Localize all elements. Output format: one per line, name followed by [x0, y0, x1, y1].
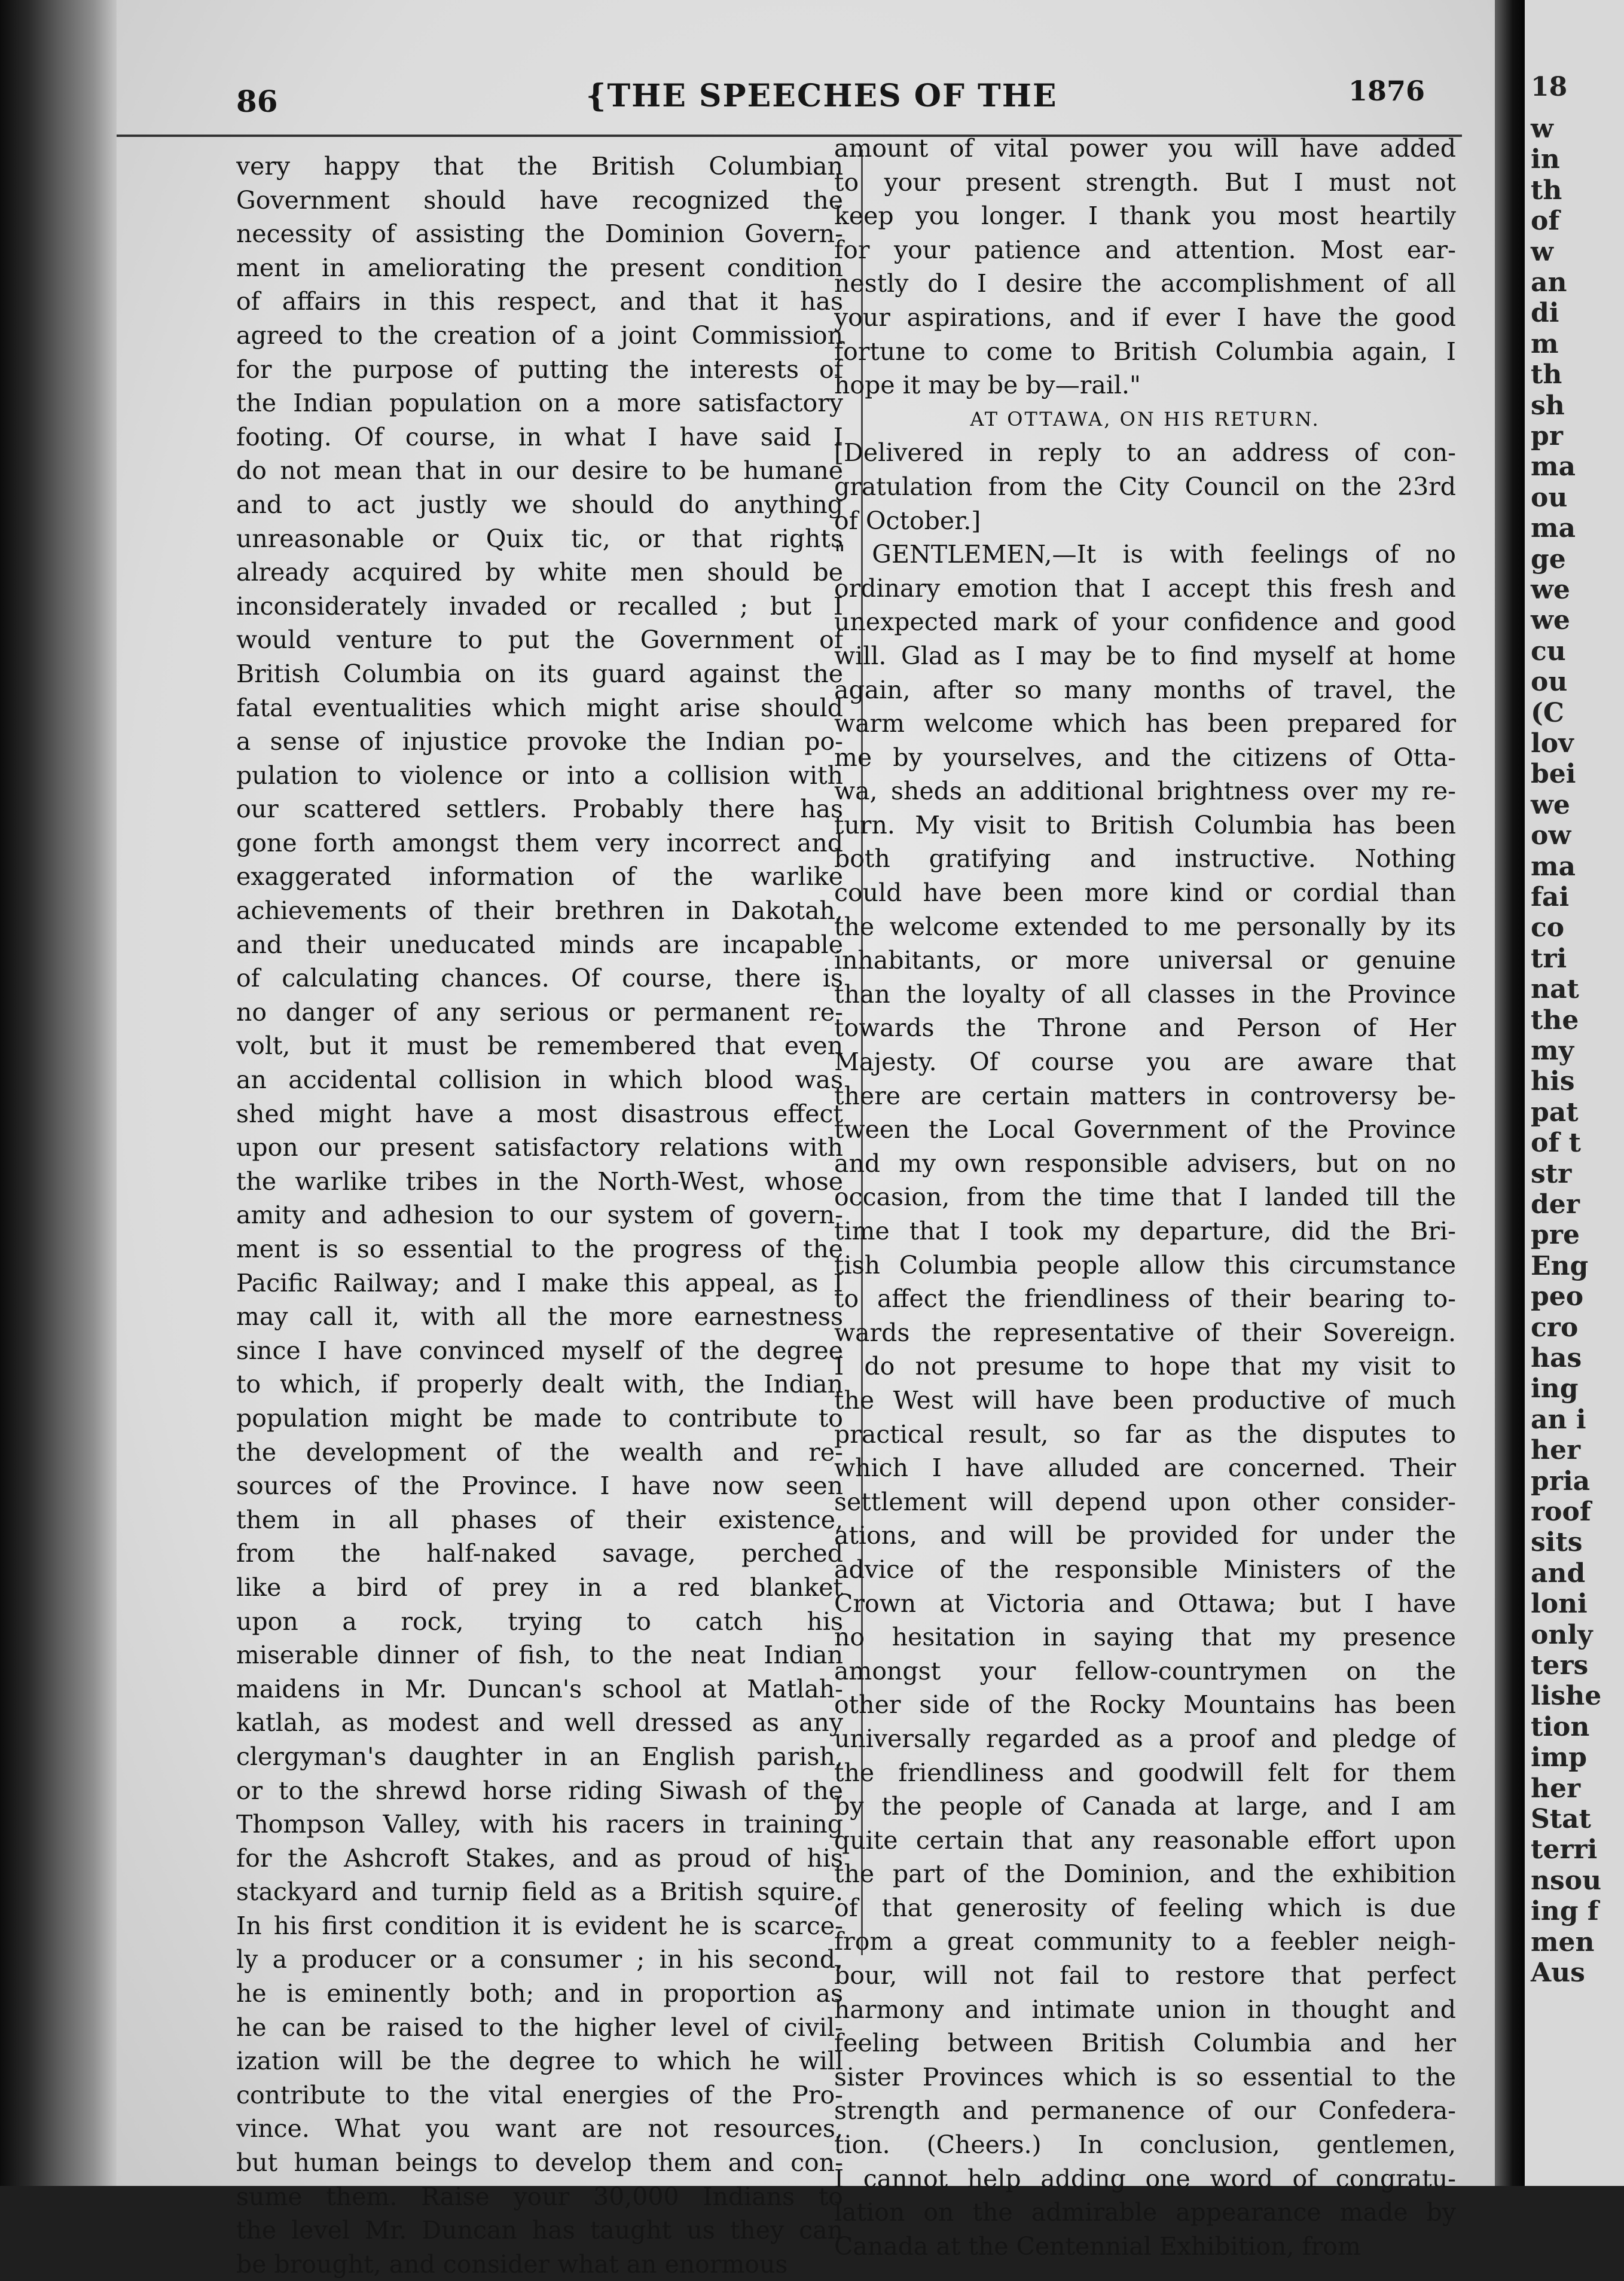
text-line: miserable dinner of fish, to the neat Indian [236, 1641, 843, 1670]
text-line: me by yourselves, and the citizens of Otta- [834, 743, 1456, 772]
text-line: be brought, and consider what an enormous [236, 2249, 788, 2279]
facing-page-fragment: pre [1531, 1220, 1580, 1251]
text-line: I do not presume to hope that my visit to [834, 1352, 1456, 1381]
text-line: gratulation from the City Council on the 23rd [834, 472, 1456, 501]
facing-page-fragment: w [1531, 236, 1553, 267]
facing-page-fragment: sits [1531, 1527, 1583, 1558]
text-line: keep you longer. I thank you most heartily [834, 201, 1456, 231]
text-line: fortune to come to British Columbia again, I [834, 337, 1456, 366]
text-line: but human beings to develop them and con- [236, 2148, 843, 2178]
facing-page-fragment: loni [1531, 1589, 1588, 1620]
text-line: upon a rock, trying to catch his [236, 1607, 843, 1636]
text-line: the warlike tribes in the North-West, whose [236, 1167, 843, 1196]
text-line: no hesitation in saying that my presence [834, 1623, 1456, 1652]
text-line: already acquired by white men should be [236, 558, 843, 587]
text-line: katlah, as modest and well dressed as any [236, 1708, 843, 1738]
text-line: [Delivered in reply to an address of con- [834, 438, 1456, 468]
text-line: the level Mr. Duncan has taught us they can [236, 2216, 843, 2245]
right-text-column [834, 132, 1456, 2263]
text-line: maidens in Mr. Duncan's school at Matlah- [236, 1674, 843, 1703]
text-line: from the half-naked savage, perched [236, 1539, 843, 1568]
text-line: there are certain matters in controversy be- [834, 1081, 1456, 1110]
facing-page-fragment: tri [1531, 943, 1567, 974]
facing-page-fragment: nsou [1531, 1865, 1602, 1896]
facing-page-fragment: an [1531, 267, 1567, 298]
facing-page-fragment: di [1531, 298, 1559, 329]
facing-page-fragment: pr [1531, 421, 1563, 451]
text-line: of affairs in this respect, and that it has [236, 287, 843, 316]
facing-page-fragment: we [1531, 605, 1570, 636]
text-line: do not mean that in our desire to be humane [236, 456, 843, 485]
text-line: shed might have a most disastrous effect [236, 1099, 843, 1128]
text-line: the welcome extended to me personally by its [834, 912, 1456, 941]
facing-page-fragment: cro [1531, 1312, 1579, 1343]
text-line: very happy that the British Columbian [236, 152, 843, 181]
text-line: for the Ashcroft Stakes, and as proud of his [236, 1843, 843, 1873]
facing-page-fragment: fai [1531, 882, 1570, 912]
facing-page-fragment: 18 [1531, 72, 1568, 102]
text-line: our scattered settlers. Probably there has [236, 795, 843, 824]
text-line: inhabitants, or more universal or genuine [834, 946, 1456, 975]
text-line: both gratifying and instructive. Nothing [834, 844, 1456, 874]
facing-page-fragment: peo [1531, 1281, 1584, 1312]
text-line: ly a producer or a consumer ; in his second, [236, 1945, 843, 1974]
text-line: sister Provinces which is so essential to the [834, 2062, 1456, 2091]
text-line: upon our present satisfactory relations with [236, 1133, 843, 1162]
facing-page-fragment: her [1531, 1435, 1581, 1466]
facing-page-fragment: pria [1531, 1465, 1591, 1497]
text-line: unexpected mark of your confidence and good [834, 607, 1456, 637]
text-line: lation on the admirable appearance made by [834, 2198, 1456, 2227]
text-line: tween the Local Government of the Province [834, 1115, 1456, 1144]
facing-page-fragment: pat [1531, 1097, 1579, 1128]
text-line: volt, but it must be remembered that even [236, 1031, 843, 1061]
text-line: In his first condition it is evident he is scarce- [236, 1911, 843, 1940]
facing-page-fragment: sh [1531, 390, 1565, 421]
facing-page-fragment: ing [1531, 1373, 1579, 1404]
text-line: inconsiderately invaded or recalled ; but I [236, 591, 843, 621]
facing-page-fragment: (C [1531, 697, 1564, 728]
text-line: by the people of Canada at large, and I am [834, 1792, 1456, 1821]
text-line: again, after so many months of travel, the [834, 675, 1456, 704]
facing-page-fragment: men [1531, 1926, 1595, 1958]
text-line: would venture to put the Government of [236, 625, 843, 655]
text-line: and their uneducated minds are incapable [236, 930, 843, 959]
facing-page-fragment: only [1531, 1619, 1593, 1650]
facing-page-fragment: his [1531, 1066, 1575, 1097]
text-line: vince. What you want are not resources, [236, 2114, 843, 2143]
facing-page-fragment: th [1531, 175, 1562, 206]
facing-page-fragment: th [1531, 359, 1562, 390]
text-line: tion. (Cheers.) In conclusion, gentlemen, [834, 2130, 1456, 2160]
text-line: of that generosity of feeling which is due [834, 1893, 1456, 1922]
left-text-column [236, 149, 843, 2281]
text-line: turn. My visit to British Columbia has been [834, 810, 1456, 839]
text-line: he is eminently both; and in proportion as [236, 1979, 843, 2008]
running-title: {THE SPEECHES OF THE [586, 78, 1058, 114]
page-number: 86 [236, 84, 278, 119]
text-line: exaggerated information of the warlike [236, 862, 843, 891]
text-line: clergyman's daughter in an English parish, [236, 1742, 843, 1771]
facing-page-fragment: Aus [1531, 1958, 1585, 1988]
facing-page-fragment: an i [1531, 1404, 1586, 1435]
facing-page-fragment: der [1531, 1189, 1580, 1220]
text-line: population might be made to contribute to [236, 1403, 843, 1433]
text-line: them in all phases of their existence, [236, 1505, 843, 1534]
facing-page-edge [1525, 0, 1624, 2186]
text-line: he can be raised to the higher level of civil- [236, 2013, 843, 2042]
text-line: amount of vital power you will have added [834, 134, 1456, 163]
facing-page-fragment: imp [1531, 1742, 1588, 1773]
facing-page-fragment: we [1531, 575, 1570, 605]
text-line: and to act justly we should do anything [236, 490, 843, 519]
text-line: a sense of injustice provoke the Indian po- [236, 727, 843, 756]
text-line: towards the Throne and Person of Her [834, 1013, 1456, 1043]
facing-page-fragment: bei [1531, 759, 1576, 790]
text-line: to your present strength. But I must not [834, 167, 1456, 197]
text-line: unreasonable or Quix tic, or that rights [236, 524, 843, 553]
text-line: ment in ameliorating the present condition [236, 253, 843, 282]
facing-page-fragment: of t [1531, 1128, 1581, 1159]
facing-page-fragment: ow [1531, 820, 1571, 851]
page-gutter [1495, 0, 1525, 2186]
section-heading: AT OTTAWA, ON HIS RETURN. [970, 407, 1320, 430]
text-line: pulation to violence or into a collision with [236, 761, 843, 790]
facing-page-fragment: the [1531, 1004, 1579, 1036]
text-line: ization will be the degree to which he will [236, 2047, 843, 2076]
facing-page-fragment: ma [1531, 451, 1576, 483]
text-line: universally regarded as a proof and pledge of [834, 1724, 1456, 1753]
text-line: hope it may be by—rail." [834, 371, 1141, 400]
text-line: bour, will not fail to restore that perfect [834, 1961, 1456, 1990]
text-line: other side of the Rocky Mountains has been [834, 1690, 1456, 1720]
text-line: harmony and intimate union in thought and [834, 1995, 1456, 2024]
facing-page-fragment: lishe [1531, 1681, 1602, 1712]
text-line: an accidental collision in which blood was [236, 1065, 843, 1095]
text-line: to which, if properly dealt with, the Indian [236, 1370, 843, 1399]
facing-page-fragment: ge [1531, 543, 1566, 575]
text-line: no danger of any serious or permanent re- [236, 997, 843, 1027]
text-line: settlement will depend upon other consider- [834, 1487, 1456, 1516]
facing-page-fragment: Stat [1531, 1804, 1591, 1834]
text-line: time that I took my departure, did the Bri- [834, 1217, 1456, 1245]
text-line: necessity of assisting the Dominion Govern- [236, 219, 843, 249]
facing-page-fragment: ma [1531, 513, 1576, 544]
facing-page-fragment: has [1531, 1343, 1582, 1373]
text-line: ment is so essential to the progress of the [236, 1235, 843, 1263]
facing-page-fragment: ing f [1531, 1896, 1599, 1927]
text-line: Canada at the Centennial Exhibition, from [834, 2231, 1361, 2261]
text-line: your aspirations, and if ever I have the good [834, 303, 1456, 332]
facing-page-fragment: ma [1531, 851, 1576, 882]
text-line: which I have alluded are concerned. Their [834, 1454, 1456, 1483]
text-line: occasion, from the time that I landed till the [834, 1183, 1456, 1212]
text-line: feeling between British Columbia and her [834, 2029, 1456, 2058]
text-line: British Columbia on its guard against the [236, 659, 843, 688]
text-line: of calculating chances. Of course, there is [236, 964, 843, 993]
text-line: Pacific Railway; and I make this appeal, as I [236, 1268, 843, 1297]
text-line: the Indian population on a more satisfactory [236, 389, 843, 418]
text-line: gone forth amongst them very incorrect and [236, 828, 843, 857]
text-line: amongst your fellow-countrymen on the [834, 1656, 1456, 1685]
text-line: tish Columbia people allow this circumstance [834, 1250, 1456, 1280]
text-line: for the purpose of putting the interests of [236, 355, 843, 384]
text-line: the friendliness and goodwill felt for them [834, 1758, 1456, 1787]
facing-page-fragment: my [1531, 1036, 1574, 1066]
facing-page-fragment: lov [1531, 728, 1574, 759]
text-line: " GENTLEMEN,—It is with feelings of no [834, 540, 1456, 569]
text-line: I cannot help adding one word of congratu- [834, 2164, 1456, 2193]
text-line: from a great community to a feebler neigh- [834, 1927, 1456, 1956]
text-line: of October.] [834, 506, 981, 535]
text-line: strength and permanence of our Confedera- [834, 2096, 1456, 2126]
text-line: wards the representative of their Sovereign. [834, 1318, 1456, 1347]
text-line: may call it, with all the more earnestness [236, 1302, 843, 1332]
text-line: since I have convinced myself of the degree [236, 1336, 843, 1365]
text-line: Crown at Victoria and Ottawa; but I have [834, 1589, 1456, 1618]
facing-page-fragment: we [1531, 789, 1570, 820]
facing-page-fragment: ters [1531, 1650, 1589, 1681]
text-line: like a bird of prey in a red blanket [236, 1572, 843, 1602]
facing-page-fragment: w [1531, 114, 1553, 144]
running-year: 1876 [1348, 75, 1425, 107]
text-line: ordinary emotion that I accept this fresh and [834, 573, 1456, 603]
text-line: footing. Of course, in what I have said I [236, 422, 843, 451]
running-head [117, 66, 1495, 138]
text-line: warm welcome which has been prepared for [834, 709, 1456, 738]
text-line: could have been more kind or cordial than [834, 878, 1456, 908]
text-line: ations, and will be provided for under the [834, 1521, 1456, 1550]
facing-page-fragment: of [1531, 206, 1560, 237]
facing-page-fragment: cu [1531, 636, 1566, 667]
facing-page-fragment: co [1531, 912, 1565, 943]
facing-page-fragment: terri [1531, 1834, 1598, 1865]
text-line: wa, sheds an additional brightness over my re- [834, 777, 1456, 806]
text-line: advice of the responsible Ministers of the [834, 1555, 1456, 1584]
text-line: agreed to the creation of a joint Commission [236, 320, 843, 350]
facing-page-fragment: m [1531, 328, 1559, 359]
facing-page-fragment: tion [1531, 1711, 1590, 1742]
text-line: will. Glad as I may be to find myself at home [834, 641, 1456, 670]
text-line: sume them. Raise your 30,000 Indians to [236, 2182, 843, 2211]
facing-page-fragment: nat [1531, 974, 1579, 1005]
text-line: to affect the friendliness of their bearing to- [834, 1284, 1456, 1314]
facing-page-fragment: roof [1531, 1497, 1591, 1527]
text-line: the development of the wealth and re- [236, 1437, 843, 1467]
facing-page-fragment: ou [1531, 667, 1568, 698]
facing-page-fragment: her [1531, 1773, 1581, 1804]
text-line: Government should have recognized the [236, 185, 843, 215]
text-line: or to the shrewd horse riding Siwash of the [236, 1776, 843, 1805]
facing-page-fragment: str [1531, 1158, 1572, 1189]
text-line: the part of the Dominion, and the exhibition [834, 1859, 1456, 1889]
facing-page-fragment: and [1531, 1558, 1586, 1589]
text-line: for your patience and attention. Most ear- [834, 235, 1456, 264]
text-line: the West will have been productive of much [834, 1385, 1456, 1415]
facing-page-fragment: ou [1531, 482, 1568, 513]
text-line: contribute to the vital energies of the Pro- [236, 2080, 843, 2109]
text-line: amity and adhesion to our system of govern- [236, 1201, 843, 1230]
text-line: practical result, so far as the disputes to [834, 1419, 1456, 1449]
text-line: Majesty. Of course you are aware that [834, 1048, 1456, 1077]
text-line: nestly do I desire the accomplishment of all [834, 269, 1456, 298]
text-line: and my own responsible advisers, but on no [834, 1149, 1456, 1178]
text-line: stackyard and turnip field as a British squire. [236, 1877, 843, 1907]
text-line: than the loyalty of all classes in the Province [834, 979, 1456, 1009]
facing-page-fragment: in [1531, 144, 1560, 175]
text-line: quite certain that any reasonable effort upon [834, 1825, 1456, 1855]
text-line: Thompson Valley, with his racers in training [236, 1810, 843, 1839]
facing-page-fragment: Eng [1531, 1250, 1589, 1281]
text-line: sources of the Province. I have now seen [236, 1471, 843, 1501]
text-line: achievements of their brethren in Dakotah, [236, 896, 843, 926]
book-spine-edge [0, 0, 117, 2186]
text-line: fatal eventualities which might arise should [236, 693, 843, 722]
